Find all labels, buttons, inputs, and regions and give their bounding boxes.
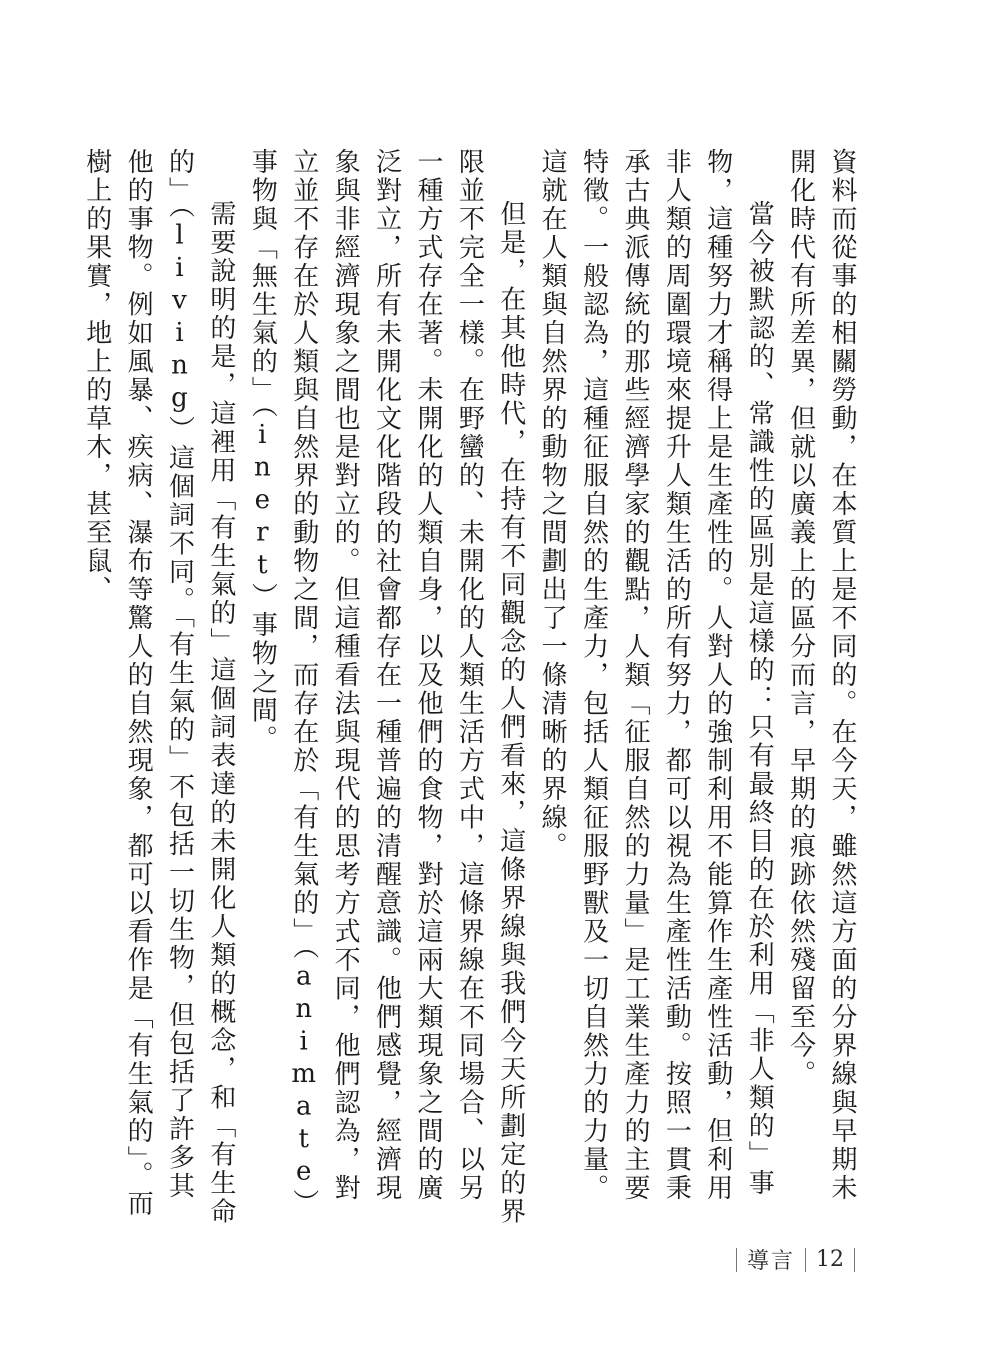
body-text [75,148,862,1228]
section-title: 導言 [746,1249,795,1274]
page-number: 12 [816,1247,844,1272]
paragraph-1: 資料而從事的相關勞動，在本質上是不同的。在今天，雖然這方面的分界線與早期未開化時代有所差異，但就以廣義上的區分而言，早期的痕跡依然殘留至今。 [785,148,857,1203]
paragraph-2: 當今被默認的、常識性的區別是這樣的：只有最終目的在於利用「非人類的」事物，這種努力才稱得上是生產性的。人對人的強制利用不能算作生產性活動，但利用非人類的周圍環境來提升人類生活的所有努力，都可以視為生產性活動。按照一貫秉承古典派傳統的那些經濟學家的觀點，人類「征服自然的力量」是工業生產力的主要特徵。一般認為，這種征服自然的生產力，包括人類征服野獸及一切自然力的力量。這就在人類與自然界的動物之間劃出了一條清晰的界線。 [537,148,775,1203]
paragraph-4: 需要說明的是，這裡用「有生氣的」這個詞表達的未開化人類的概念，和「有生命的」（living）這個詞不同。「有生氣的」不包括一切生物，但包括了許多其他的事物。例如風暴、疾病、瀑布等驚人的自然現象，都可以看作是「有生氣的」。而樹上的果實，地上的草木，甚至鼠、 [81,148,236,1226]
page-footer [736,1244,855,1275]
footer-divider-right [854,1248,855,1272]
paragraph-3: 但是，在其他時代，在持有不同觀念的人們看來，這條界線與我們今天所劃定的界限並不完全一樣。在野蠻的、未開化的人類生活方式中，這條界線在不同場合、以另一種方式存在著。未開化的人類自身，以及他們的食物，對於這兩大類現象之間的廣泛對立，所有未開化文化階段的社會都存在一種普遍的清醒意識。他們感覺，經濟現象與非經濟現象之間也是對立的。但這種看法與現代的思考方式不同，他們認為，對立並不存在於人類與自然界的動物之間，而存在於「有生氣的」（animate）事物與「無生氣的」（inert）事物之間。 [247,148,526,1226]
